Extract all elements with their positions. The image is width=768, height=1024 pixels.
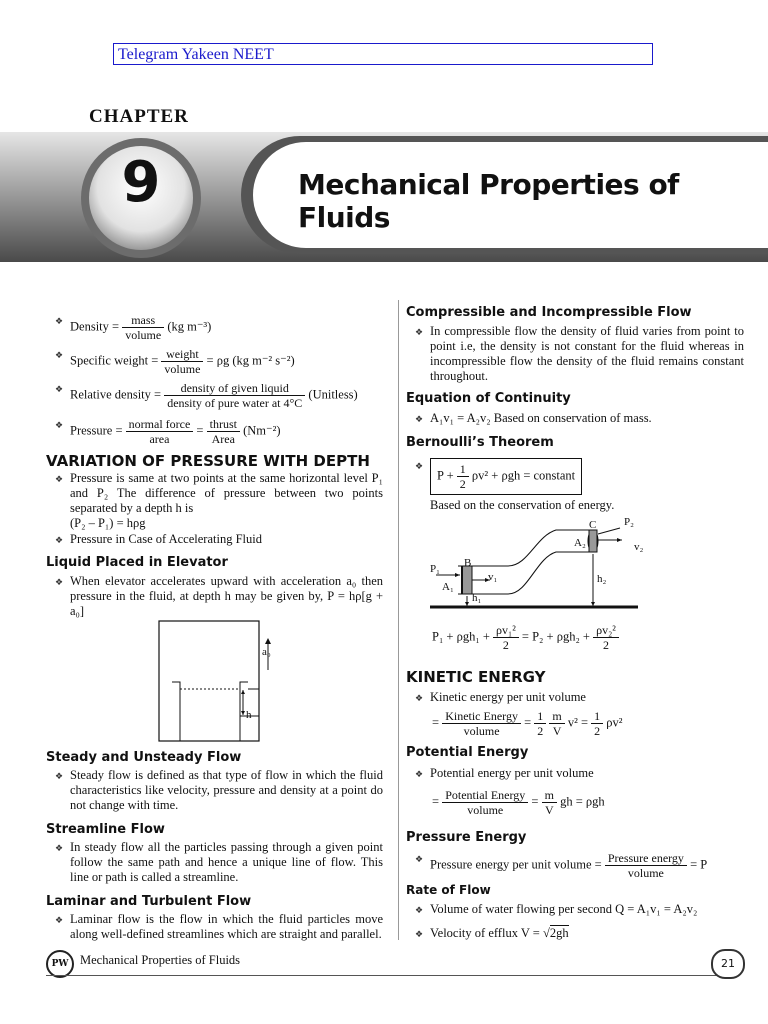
pe-num-2: m [542,788,557,803]
chapter-number: 9 [121,150,161,215]
pre-end: = P [690,857,708,872]
pressure-denominator-1: area [149,432,170,446]
specific-weight-rest: = ρg (kg m⁻² s⁻²) [206,353,295,368]
ke-den-4: 2 [594,724,601,738]
variation-equation: (P₂ – P₁) = hρg [70,516,146,530]
relative-density-fraction [164,381,305,410]
heading-rate-of-flow: Rate of Flow [406,883,491,897]
pe-equation: = $\frac{\text{Potential Energy}}{\text{volume}}$ = $\frac{m}{V}$ gh = ρgh [432,788,605,817]
relative-density-formula [70,381,358,410]
figure-label-h: h [246,709,252,721]
figure-label-a0: a₀ [262,646,271,658]
column-divider [398,300,399,940]
pw-logo-icon: PW [46,950,74,978]
fig-label-v2: v₂ [634,541,644,553]
ke-num-4: 1 [591,709,603,724]
bern-eq-mid: = P₂ + ρgh₂ + [521,629,590,644]
density-fraction [122,313,164,342]
bernoulli-half [457,462,469,491]
fig-label-p1: P₁ [430,563,440,575]
heading-streamline: Streamline Flow [46,822,165,837]
sw-denominator: volume [164,362,201,376]
pressure-numerator-1: normal force [126,417,194,432]
ke-text: ❖ Kinetic energy per unit volume [430,690,586,705]
pressure-unit: (Nm⁻²) [243,423,281,438]
pressure-energy-equation [430,851,707,880]
rate-text: ❖ Volume of water flowing per second Q = A₁v₁ = A₂v₂ [430,902,697,917]
heading-bernoulli: Bernoulli’s Theorem [406,435,554,450]
footer-title: Mechanical Properties of Fluids [80,953,241,967]
sqrt-symbol: √ [542,926,550,940]
relative-density-label: Relative density = [70,387,162,402]
accelerating-fluid-item: ❖ Pressure in Case of Accelerating Fluid [70,532,262,547]
bernoulli-half-den: 2 [459,477,466,491]
heading-potential-energy: Potential Energy [406,745,529,760]
heading-compressible: Compressible and Incompressible Flow [406,305,692,320]
bern-eq-den-2: 2 [603,638,609,652]
telegram-banner: Telegram Yakeen NEET [113,43,653,65]
bern-eq-frac-2 [593,623,619,652]
specific-weight-label: Specific weight = [70,353,159,368]
continuity-equation: A₁v₁ = A₂v₂ [430,411,491,425]
continuity-note: Based on conservation of mass. [493,411,652,425]
pre-frac [605,851,687,880]
pressure-numerator-2: thrust [207,417,240,432]
density-unit: (kg m⁻³) [167,319,212,334]
elevator-figure [150,620,290,745]
fig-label-h1: h₁ [472,592,482,604]
elevator-text: ❖ When elevator accelerates upward with acceleration a₀ then pressure in the fluid, at depth h may be given by, P = hρ[g + a₀] [70,574,383,619]
ke-num-2: 1 [534,709,546,724]
relative-density-unit: (Unitless) [308,387,358,402]
pe-end: gh = ρgh [560,794,605,809]
ke-v2: v² = [567,715,589,730]
chapter-label: CHAPTER [89,106,189,127]
pre-den: volume [627,866,664,880]
density-denominator: volume [125,328,162,342]
fig-label-a1: A₁ [442,581,454,593]
sw-numerator: weight [161,347,203,362]
footer-rule [46,975,726,976]
rd-denominator: density of pure water at 4°C [167,396,303,410]
density-label: Density = [70,319,120,334]
specific-weight-formula [70,347,295,376]
ke-den-1: volume [463,724,500,738]
streamline-text: ❖ In steady flow all the particles passing through a given point follow the same path and hence a unique line of flow. This line or path is called a streamline. [70,840,383,885]
pe-num-1: Potential Energy [442,788,528,803]
bernoulli-expanded-equation [432,623,619,652]
pre-text: Pressure energy per unit volume = [430,857,602,872]
fig-label-p2: P₂ [624,516,634,528]
pe-frac-1 [442,788,528,817]
fig-label-v1: v₁ [488,571,498,583]
bernoulli-half-num: 1 [457,462,469,477]
bern-eq-num-1: ρv₁² [493,623,519,638]
ke-frac-3 [549,709,564,738]
continuity-item [430,411,652,426]
pe-frac-2 [542,788,557,817]
pe-den-1: volume [467,803,504,817]
bern-eq-num-2: ρv₂² [593,623,619,638]
ke-den-2: 2 [537,724,544,738]
heading-variation-pressure: VARIATION OF PRESSURE WITH DEPTH [46,452,370,470]
variation-text: ❖ Pressure is same at two points at the same horizontal level P₁ and P₂ The difference of pressure between two points separated by a depth h is [70,471,383,516]
efflux-root: 2gh [549,926,569,940]
pressure-denominator-2: Area [211,432,235,446]
ke-frac-2 [534,709,546,738]
bernoulli-box [430,458,582,495]
fig-label-h2: h₂ [597,573,607,585]
density-numerator: mass [122,313,164,328]
density-formula [70,313,211,342]
ke-den-3: V [552,724,562,738]
pressure-fraction-1 [126,417,194,446]
pressure-fraction-2 [207,417,240,446]
heading-elevator: Liquid Placed in Elevator [46,555,228,570]
ke-frac-4 [591,709,603,738]
ke-equation: = $\frac{\text{Kinetic Energy}}{\text{volume}}$ = $\frac{1}{2}$ $\frac{m}{V}$ v² = $\frac{1}{2}$ ρv² [432,709,623,738]
laminar-text: ❖ Laminar flow is the flow in which the fluid particles move along well-defined streamlines which are straight and parallel. [70,912,383,942]
efflux-item [430,926,569,941]
rd-numerator: density of given liquid [164,381,305,396]
efflux-text: Velocity of efflux V = [430,926,540,940]
bern-eq-frac-1 [493,623,519,652]
ke-end: ρv² [606,715,623,730]
steady-flow-text: ❖ Steady flow is defined as that type of flow in which the fluid characteristics like velocity, pressure and density at a point do not change with time. [70,768,383,813]
ke-num-1: Kinetic Energy [442,709,521,724]
bernoulli-post: ρv² + ρgh = constant [471,468,576,483]
ke-frac-1 [442,709,521,738]
page-number: 21 [711,949,745,979]
chapter-title: Mechanical Properties of Fluids [298,168,679,234]
specific-weight-fraction [161,347,203,376]
compressible-text: ❖ In compressible flow the density of fluid varies from point to point i.e, the density is not constant for the fluid whereas in incompressible flow the density of the fluid remains constant throughout. [430,324,744,384]
bern-eq-den-1: 2 [502,638,509,652]
bern-eq-left: P₁ + ρgh₁ + [432,629,490,644]
bernoulli-equation [430,458,582,495]
bernoulli-pipe-figure [428,514,642,610]
fig-label-c: C [589,519,597,531]
ke-num-3: m [549,709,564,724]
heading-steady-flow: Steady and Unsteady Flow [46,750,242,765]
fig-label-b: B [464,557,472,569]
bernoulli-pre: P + [437,468,454,483]
heading-kinetic-energy: KINETIC ENERGY [406,668,546,686]
pressure-formula: ❖ Pressure = $\frac{\text{normal force}}{\text{area}}$ = $\frac{\text{thrust}}{\text{Area}}$ (Nm⁻²) [70,417,281,446]
heading-laminar: Laminar and Turbulent Flow [46,894,252,909]
pe-den-2: V [544,803,554,817]
heading-pressure-energy: Pressure Energy [406,830,527,845]
fig-label-a2: A₂ [574,537,586,549]
pre-num: Pressure energy [605,851,687,866]
heading-continuity: Equation of Continuity [406,391,571,406]
bernoulli-note: Based on the conservation of energy. [430,498,615,512]
pe-text: ❖ Potential energy per unit volume [430,766,594,781]
pressure-label: Pressure = [70,423,123,438]
